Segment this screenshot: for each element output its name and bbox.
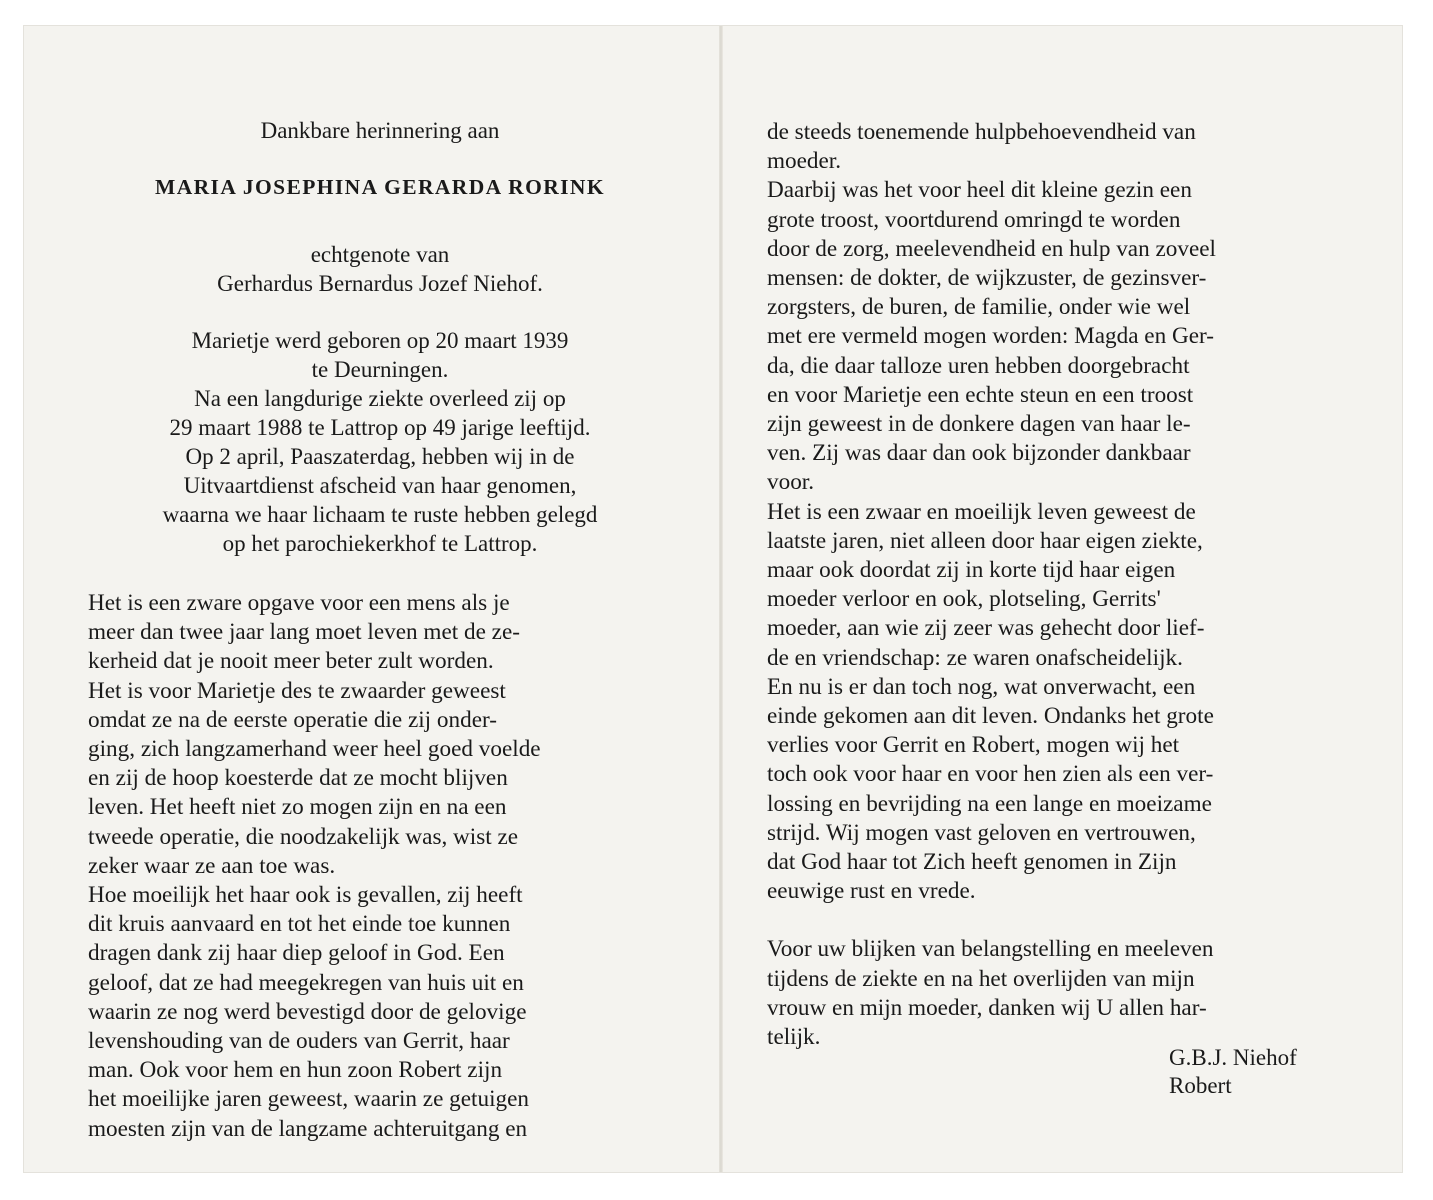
body-line: geloof, dat ze had meegekregen van huis uit en — [88, 969, 524, 996]
body-line: dragen dank zij haar diep geloof in God. Een — [88, 940, 505, 967]
thanks-line: Voor uw blijken van belangstelling en meeleven — [767, 936, 1214, 963]
thanks-line: telijk. — [767, 1024, 821, 1051]
body-line: Het is een zwaar en moeilijk leven geweest de — [767, 498, 1196, 525]
life-line: op het parochiekerkhof te Lattrop. — [222, 531, 538, 556]
body-line: door de zorg, meelevendheid en hulp van zoveel — [767, 235, 1216, 262]
body-line: zijn geweest in de donkere dagen van haar le- — [767, 411, 1191, 438]
body-line: strijd. Wij mogen vast geloven en vertrouwen, — [767, 819, 1196, 846]
body-line: Het is een zware opgave voor een mens als je — [88, 590, 510, 616]
body-line: moeder. — [767, 148, 842, 175]
body-line: zeker waar ze aan toe was. — [88, 852, 336, 879]
body-line: kerheid dat je nooit meer beter zult worden. — [88, 648, 494, 675]
body-line: eeuwige rust en vrede. — [767, 878, 976, 905]
thanks-paragraph — [767, 935, 1347, 1052]
life-line: Uitvaartdienst afscheid van haar genomen, — [183, 473, 577, 498]
body-line: dat God haar tot Zich heeft genomen in Zijn — [767, 849, 1177, 876]
body-line: en voor Marietje een echte steun en een troost — [767, 381, 1194, 408]
body-line: toch ook voor haar en voor hen zien als een ver- — [767, 761, 1214, 788]
signature-line: Robert — [1169, 1073, 1232, 1098]
body-line: zorgsters, de buren, de familie, onder wie wel — [767, 294, 1191, 321]
signature-line: G.B.J. Niehof — [1169, 1045, 1297, 1070]
body-line: ven. Zij was daar dan ook bijzonder dankbaar — [767, 440, 1191, 467]
body-line: levenshouding van de ouders van Gerrit, haar — [88, 1028, 510, 1055]
body-line: tweede operatie, die noodzakelijk was, wist ze — [88, 823, 519, 850]
body-line: verlies voor Gerrit en Robert, mogen wij het — [767, 732, 1180, 759]
body-line: dit kruis aanvaard en tot het einde toe kunnen — [88, 911, 511, 938]
header-block — [88, 116, 672, 558]
left-body — [88, 589, 672, 1144]
body-line: waarin ze nog werd bevestigd door de gelovige — [88, 998, 527, 1025]
card-fold — [719, 26, 723, 1172]
body-line: Het is voor Marietje des te zwaarder geweest — [88, 677, 506, 704]
thanks-line: vrouw en mijn moeder, danken wij U allen har- — [767, 994, 1207, 1021]
body-line: Daarbij was het voor heel dit kleine gezin een — [767, 177, 1192, 204]
thanks-line: tijdens de ziekte en na het overlijden van mijn — [767, 965, 1195, 992]
life-line: Marietje werd geboren op 20 maart 1939 — [191, 328, 569, 353]
right-page — [767, 118, 1347, 1052]
life-line: Na een langdurige ziekte overleed zij op — [194, 386, 566, 411]
body-line: moesten zijn van de langzame achteruitgang en — [88, 1115, 528, 1142]
body-line: moeder verloor en ook, plotseling, Gerrits' — [767, 586, 1161, 613]
left-page — [88, 116, 672, 1144]
body-line: moeder, aan wie zij zeer was gehecht door lief- — [767, 615, 1205, 642]
body-line: leven. Het heeft niet zo mogen zijn en na een — [88, 794, 507, 821]
intro-line: Dankbare herinnering aan — [260, 118, 500, 143]
body-line: lossing en bevrijding na een lange en moeizame — [767, 790, 1212, 817]
body-line: maar ook doordat zij in korte tijd haar eigen — [767, 557, 1176, 584]
life-block — [88, 326, 672, 558]
body-line: voor. — [767, 469, 815, 496]
life-line: Op 2 april, Paaszaterdag, hebben wij in de — [185, 444, 575, 469]
body-line: omdat ze na de eerste operatie die zij onder- — [88, 706, 497, 733]
spouse-line: Gerhardus Bernardus Jozef Niehof. — [217, 271, 543, 296]
right-body — [767, 118, 1347, 906]
body-line: laatste jaren, niet alleen door haar eigen ziekte, — [767, 527, 1203, 554]
body-line: de steeds toenemende hulpbehoevendheid van — [767, 119, 1196, 145]
life-line: 29 maart 1988 te Lattrop op 49 jarige leeftijd. — [169, 415, 591, 440]
body-line: ging, zich langzamerhand weer heel goed voelde — [88, 736, 541, 763]
deceased-name: MARIA JOSEPHINA GERARDA RORINK — [155, 175, 605, 199]
body-line: meer dan twee jaar lang moet leven met de ze- — [88, 619, 520, 646]
body-line: Hoe moeilijk het haar ook is gevallen, zij heeft — [88, 882, 523, 909]
life-line: waarna we haar lichaam te ruste hebben gelegd — [162, 502, 598, 527]
body-line: het moeilijke jaren geweest, waarin ze getuigen — [88, 1086, 530, 1113]
body-line: mensen: de dokter, de wijkzuster, de gezinsver- — [767, 265, 1207, 292]
body-line: met ere vermeld mogen worden: Magda en Ger- — [767, 323, 1215, 350]
body-line: man. Ook voor hem en hun zoon Robert zijn — [88, 1057, 503, 1084]
spouse-line: echtgenote van — [310, 242, 450, 267]
body-line: grote troost, voortdurend omringd te worden — [767, 206, 1181, 233]
life-line: te Deurningen. — [311, 357, 449, 382]
body-line: da, die daar talloze uren hebben doorgebracht — [767, 352, 1190, 379]
body-line: einde gekomen aan dit leven. Ondanks het grote — [767, 703, 1214, 730]
body-line: en zij de hoop koesterde dat ze mocht blijven — [88, 765, 508, 792]
spouse-block — [88, 240, 672, 298]
body-line: de en vriendschap: ze waren onafscheidelijk. — [767, 644, 1183, 671]
body-line: En nu is er dan toch nog, wat onverwacht, een — [767, 673, 1196, 700]
signature-block — [1169, 1044, 1297, 1100]
